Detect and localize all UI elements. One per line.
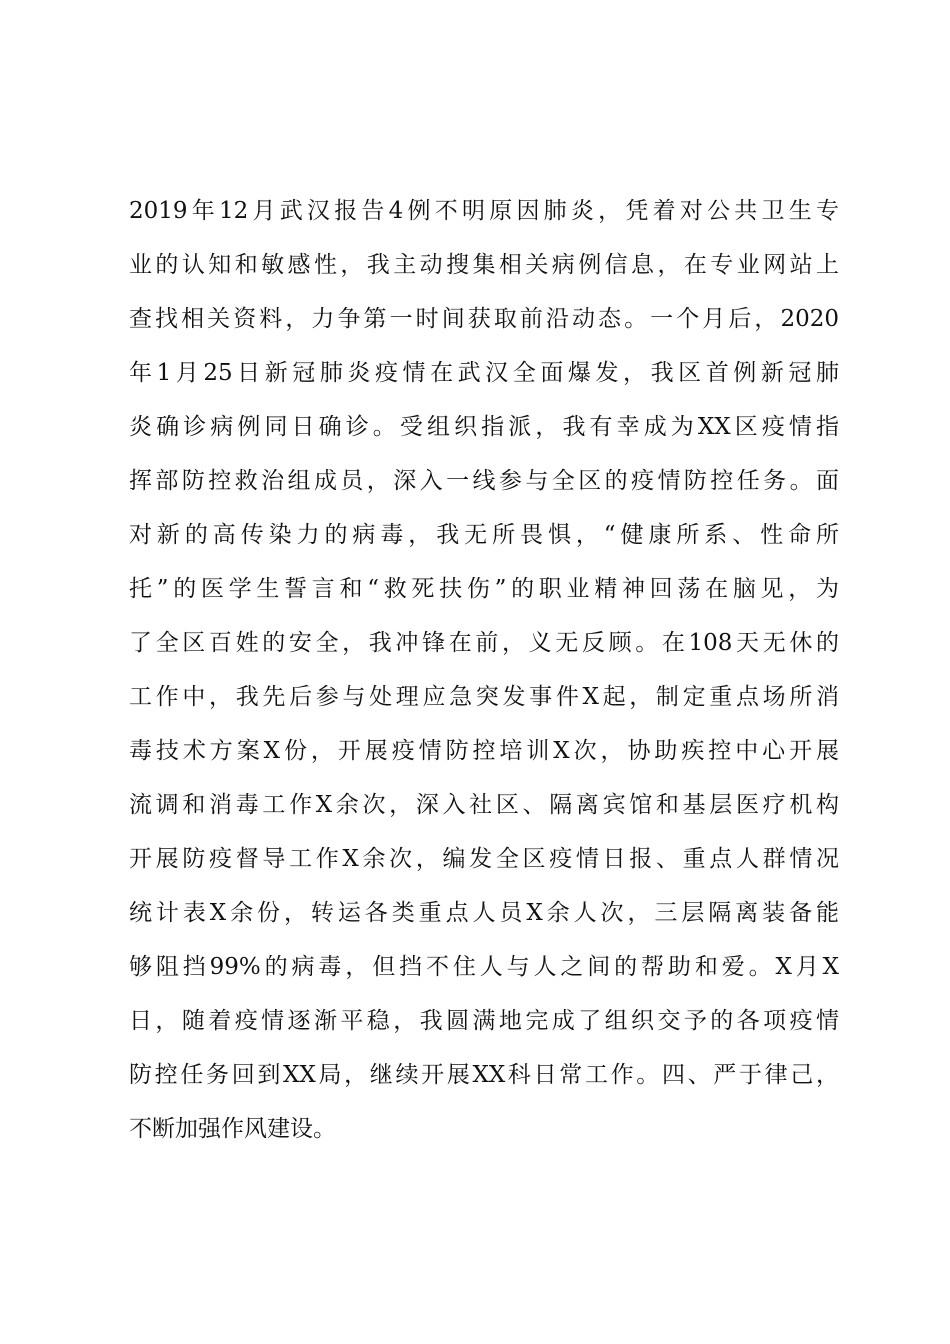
paragraph-line: 够阻挡99%的病毒，但挡不住人与人之间的帮助和爱。X月X	[129, 954, 839, 980]
paragraph-line: 开展防疫督导工作X余次，编发全区疫情日报、重点人群情况	[129, 846, 839, 872]
paragraph-line: 流调和消毒工作X余次，深入社区、隔离宾馆和基层医疗机构	[129, 792, 839, 818]
paragraph-line: 了全区百姓的安全，我冲锋在前，义无反顾。在108天无休的	[129, 630, 839, 656]
paragraph-line: 对新的高传染力的病毒，我无所畏惧，“健康所系、性命所	[129, 522, 839, 548]
paragraph-line: 日，随着疫情逐渐平稳，我圆满地完成了组织交予的各项疫情	[129, 1008, 839, 1034]
paragraph-line: 年1月25日新冠肺炎疫情在武汉全面爆发，我区首例新冠肺	[129, 360, 839, 386]
body-paragraph	[129, 184, 839, 1156]
paragraph-line: 防控任务回到XX局，继续开展XX科日常工作。四、严于律己，	[129, 1062, 839, 1088]
paragraph-line: 工作中，我先后参与处理应急突发事件X起，制定重点场所消	[129, 684, 839, 710]
paragraph-line: 2019年12月武汉报告4例不明原因肺炎，凭着对公共卫生专	[129, 198, 839, 224]
paragraph-line-last: 不断加强作风建设。	[129, 1116, 336, 1142]
paragraph-line: 业的认知和敏感性，我主动搜集相关病例信息，在专业网站上	[129, 252, 839, 278]
paragraph-line: 统计表X余份，转运各类重点人员X余人次，三层隔离装备能	[129, 900, 839, 926]
paragraph-line: 毒技术方案X份，开展疫情防控培训X次，协助疾控中心开展	[129, 738, 839, 764]
paragraph-line: 托”的医学生誓言和“救死扶伤”的职业精神回荡在脑见，为	[129, 576, 839, 602]
paragraph-line: 炎确诊病例同日确诊。受组织指派，我有幸成为XX区疫情指	[129, 414, 839, 440]
paragraph-line: 查找相关资料，力争第一时间获取前沿动态。一个月后，2020	[129, 306, 839, 332]
paragraph-line: 挥部防控救治组成员，深入一线参与全区的疫情防控任务。面	[129, 468, 839, 494]
